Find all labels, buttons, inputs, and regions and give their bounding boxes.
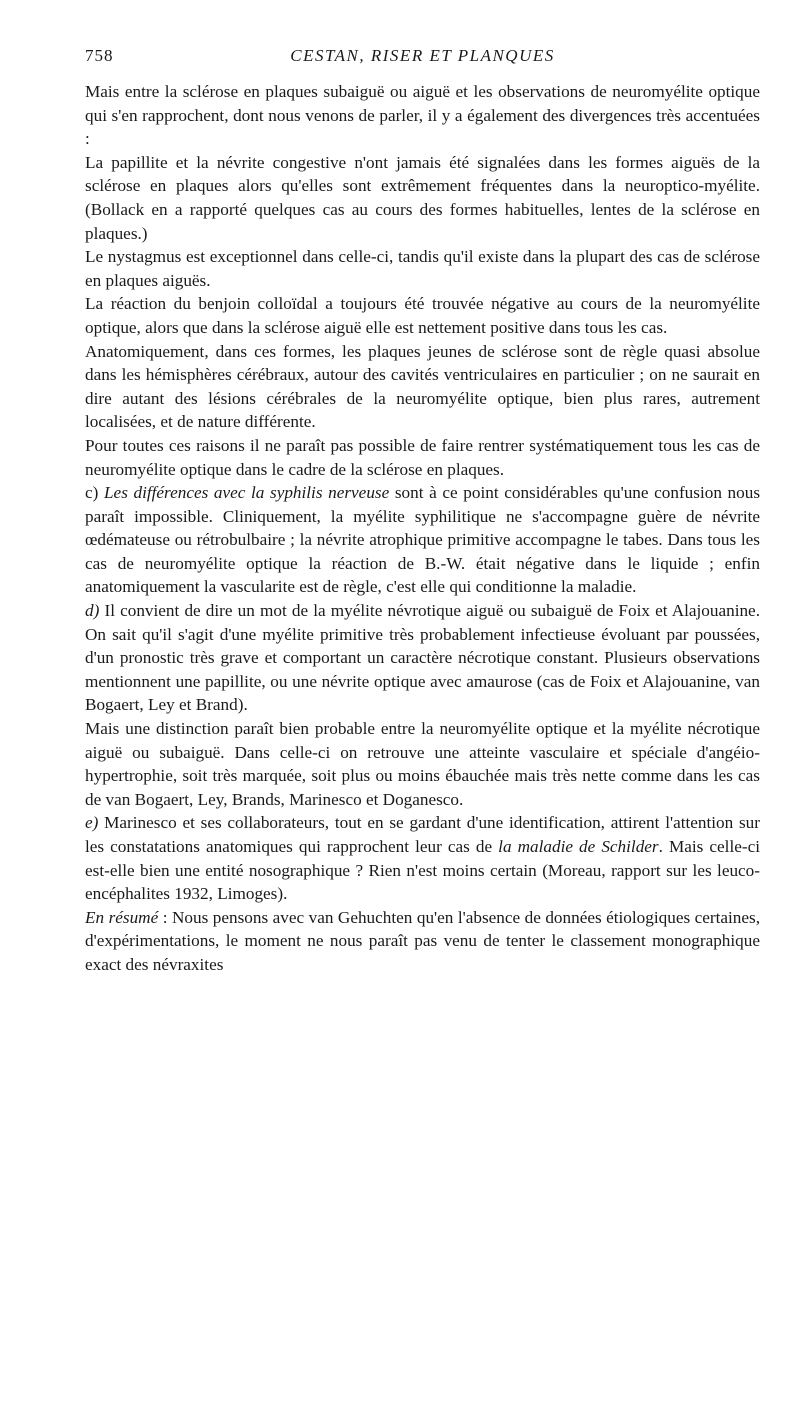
italic-term: la maladie de Schilder	[498, 837, 659, 856]
paragraph-text: : Nous pensons avec van Gehuchten qu'en l'absence de données étiologiques certaines, d'expérimentations, le moment ne nous paraît pas venu de tenter le classement monographique exact des névraxites	[85, 907, 761, 974]
paragraph-d	[85, 599, 760, 717]
paragraph: La papillite et la névrite congestive n'ont jamais été signalées dans les formes aiguës de la sclérose en plaques alors qu'elles sont extrêmement fréquentes dans la neuroptico-myélite. (Bollack en a rapporté quelques cas au cours des formes habituelles, lentes de la sclérose en plaques.)	[85, 152, 760, 243]
section-title: Les différences avec la syphilis nerveuse	[104, 483, 390, 503]
document-page	[85, 46, 760, 977]
paragraph: Pour toutes ces raisons il ne paraît pas possible de faire rentrer systématiquement tous les cas de neuromyélite optique dans le cadre de la sclérose en plaques.	[85, 435, 760, 479]
section-label: e)	[85, 813, 99, 833]
paragraph: Mais entre la sclérose en plaques subaiguë ou aiguë et les observations de neuromyélite optique qui s'en rapprochent, dont nous venons de parler, il y a également des divergences très accentuées :	[85, 82, 760, 149]
body-text	[85, 80, 760, 977]
paragraph-text: sont à ce point considérables qu'une confusion nous paraît impossible. Cliniquement, la myélite syphilitique ne s'accompagne guère de névrite œdémateuse ou rétrobulbaire ; la névrite atrophique primitive accompagne le tabes. Dans tous les cas de neuromyélite optique la réaction de B.-W. était négative dans le liquide ; enfin anatomiquement la vascularite est de règle, c'est elle qui conditionne la maladie.	[85, 483, 761, 597]
page-number: 758	[85, 46, 114, 65]
section-label: d)	[85, 601, 100, 621]
page-header	[85, 46, 760, 72]
paragraph-text: . Mais celle-ci est-elle bien une entité nosographique ? Rien n'est moins certain (Moreau, rapport sur les leuco-encéphalites 1932, Limoges).	[85, 837, 760, 904]
section-label: En résumé	[85, 907, 159, 927]
paragraph: Mais une distinction paraît bien probable entre la neuromyélite optique et la myélite nécrotique aiguë ou subaiguë. Dans celle-ci on retrouve une atteinte vasculaire et spéciale d'angéio-hypertrophie, soit très marquée, soit plus ou moins ébauchée mais très nette comme dans les cas de van Bogaert, Ley, Brands, Marinesco et Doganesco.	[85, 719, 760, 809]
paragraph-summary	[85, 906, 760, 977]
running-title: CESTAN, RISER ET PLANQUES	[290, 46, 555, 65]
paragraph: Le nystagmus est exceptionnel dans celle-ci, tandis qu'il existe dans la plupart des cas de sclérose en plaques aiguës.	[85, 247, 760, 290]
paragraph: La réaction du benjoin colloïdal a toujours été trouvée négative au cours de la neuromyélite optique, alors que dans la sclérose aiguë elle est nettement positive dans tous les cas.	[85, 294, 760, 337]
paragraph-text: Marinesco et ses collaborateurs, tout en se gardant d'une identification, attirent l'attention sur les constatations anatomiques qui rapprochent leur cas de	[85, 813, 760, 856]
paragraph: Anatomiquement, dans ces formes, les plaques jeunes de sclérose sont de règle quasi absolue dans les hémisphères cérébraux, autour des cavités ventriculaires en particulier ; on ne saurait en dire autant des lésions cérébrales de la neuromyélite optique, bien plus rares, autrement localisées, et de nature différente.	[85, 341, 760, 432]
paragraph-text: Il convient de dire un mot de la myélite névrotique aiguë ou subaiguë de Foix et Alajouanine. On sait qu'il s'agit d'une myélite primitive très probablement infectieuse évoluant par poussées, d'un pronostic très grave et comportant un caractère nécrotique constant. Plusieurs observations mentionnent une papillite, ou une névrite optique avec amaurose (cas de Foix et Alajouanine, van Bogaert, Ley et Brand).	[85, 601, 760, 715]
paragraph-e	[85, 811, 760, 905]
section-label: c)	[85, 483, 99, 503]
paragraph-c	[85, 481, 760, 599]
